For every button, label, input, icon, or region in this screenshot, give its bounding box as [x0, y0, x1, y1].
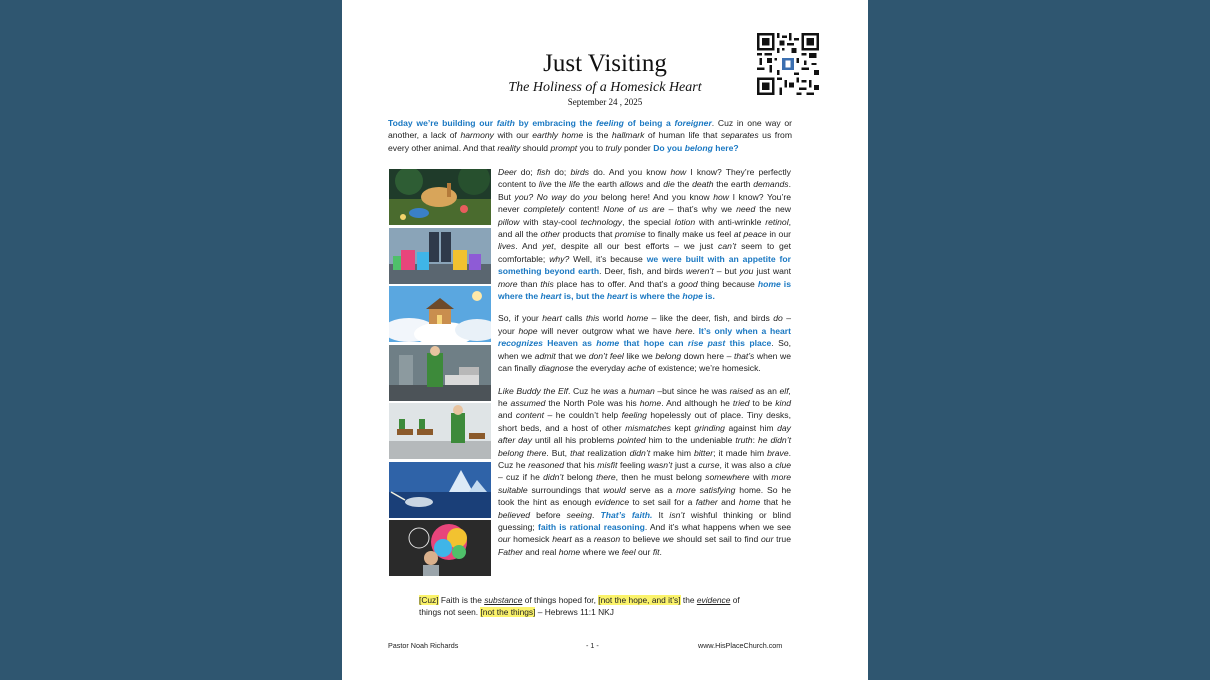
- cloud-house-image: [389, 286, 491, 342]
- forest-animals-image: [389, 169, 491, 225]
- document-date: September 24 , 2025: [567, 97, 643, 107]
- footer-website: www.HisPlaceChurch.com: [698, 641, 783, 650]
- document-page: [342, 0, 868, 680]
- image-column: [389, 169, 491, 579]
- document-subtitle: The Holiness of a Homesick Heart: [508, 80, 702, 95]
- footer-author: Pastor Noah Richards: [388, 641, 459, 650]
- paragraph-2: So, if your heart calls this world home – like the deer, fish, and birds do – your hope will never outgrow what we have here. It’s only when a heart recognizes Heaven as home that hope can rise past this place. So, when we admit that we don’t feel like we belong down here – that’s when we can finally diagnose the everyday ache of existence; we’re homesick.: [498, 313, 792, 374]
- scripture-verse: [Cuz] Faith is the substance of things hoped for, [not the hope, and it’s] the evidence of things not seen. [not the things] – Hebrews 11:1 NKJ: [419, 595, 740, 618]
- main-column: [498, 166, 791, 568]
- footer-page-number: - 1 -: [586, 641, 599, 650]
- brain-man-image: [389, 520, 491, 576]
- qr-code-icon: [757, 33, 819, 95]
- paragraph-1: Deer do; fish do; birds do. And you know how I know? They’re perfectly content to live the life the earth allows and die the death the earth demands. But you? No way do you belong here! And you know how I know? You’re never completely content! None of us are – that’s why we need the new pillow with stay-cool technology, the special lotion with anti-wrinkle retinol, and all the other products that promise to finally make us feel at peace in our lives. And yet, despite all our best efforts – we just can’t seem to get comfortable; why? Well, it’s because we were built with an appetite for something beyond earth. Deer, fish, and birds weren’t – but you just want more than this place has to offer. And that’s a good thing because home is where the heart is, but the heart is where the hope is.: [498, 167, 792, 302]
- buddy-elf-bed-image: [389, 345, 491, 401]
- narwhal-ice-image: [389, 462, 491, 518]
- intro-paragraph: Today we’re building our faith by embracing the feeling of being a foreigner. Cuz in one way or another, a lack of harmony with our earthly home is the hallmark of human life that separates us from every other animal. And that reality should prompt you to truly ponder Do you belong here?: [388, 118, 793, 153]
- document-title: Just Visiting: [543, 50, 667, 77]
- shopping-bags-image: [389, 228, 491, 284]
- buddy-elf-desk-image: [389, 403, 491, 459]
- paragraph-3: Like Buddy the Elf. Cuz he was a human –but since he was raised as an elf, he assumed the North Pole was his home. And although he tried to be kind and content – he couldn’t help feeling hopelessly out of place. Tiny desks, short beds, and a host of other mismatches kept grinding against him day after day until all his problems pointed him to the undeniable truth: he didn’t belong there. But, that realization didn’t make him bitter; it made him brave. Cuz he reasoned that his misfit feeling wasn’t just a curse, it was also a clue – cuz if he didn’t belong there, then he must belong somewhere with more suitable surroundings that would serve as a more satisfying home. So he took the hint as enough evidence to set sail for a father and home that he believed before seeing. That’s faith. It isn’t wishful thinking or blind guessing; faith is rational reasoning. And it’s what happens when we see our homesick heart as a reason to believe we should set sail to find our true Father and real home where we feel our fit.: [498, 385, 792, 557]
